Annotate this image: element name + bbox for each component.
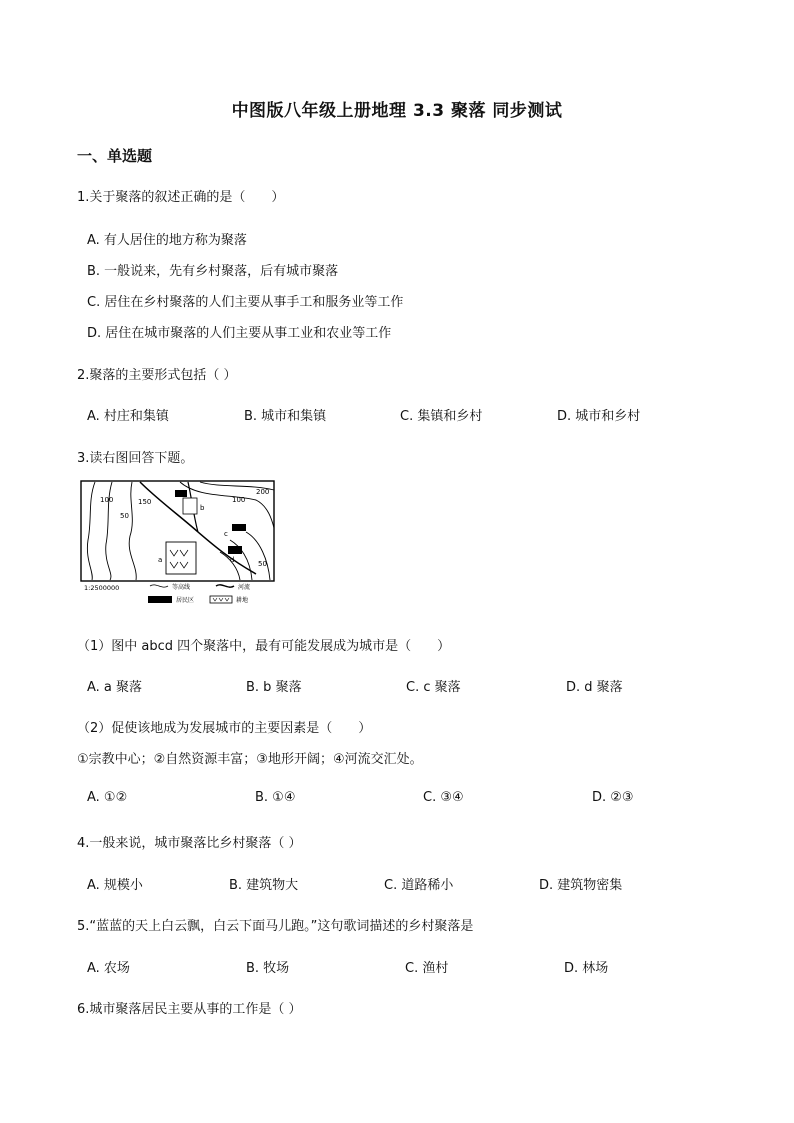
question-5-stem: 5.“蓝蓝的天上白云飘，白云下面马儿跑。”这句歌词描述的乡村聚落是 [77, 919, 474, 934]
question-2-option-b[interactable]: B. 城市和集镇 [244, 409, 327, 424]
settlement-label: d [230, 556, 235, 564]
question-3-1-option-d[interactable]: D. d 聚落 [566, 680, 623, 695]
settlement-label: b [200, 504, 205, 512]
question-1-stem: 1.关于聚落的叙述正确的是（ ） [77, 190, 285, 205]
question-2-stem: 2.聚落的主要形式包括（ ） [77, 368, 237, 383]
contour-label: 50 [120, 512, 129, 520]
page-title: 中图版八年级上册地理 3.3 聚落 同步测试 [231, 101, 563, 121]
legend-river: 河流 [238, 584, 251, 591]
question-5-option-a[interactable]: A. 农场 [87, 961, 130, 976]
question-4-option-c[interactable]: C. 道路稀小 [384, 878, 454, 893]
map-scale: 1:2500000 [84, 584, 120, 592]
question-3-1-option-c[interactable]: C. c 聚落 [406, 680, 461, 695]
question-4-option-b[interactable]: B. 建筑物大 [229, 878, 299, 893]
question-3-2-stem: （2）促使该地成为发展城市的主要因素是（ ） [77, 721, 372, 736]
question-1-option-a[interactable]: A. 有人居住的地方称为聚落 [87, 233, 247, 248]
topographic-map [80, 480, 276, 608]
section-heading: 一、单选题 [77, 147, 153, 165]
question-4-option-a[interactable]: A. 规模小 [87, 878, 143, 893]
question-2-option-d[interactable]: D. 城市和乡村 [557, 409, 641, 424]
question-3-2-option-d[interactable]: D. ②③ [592, 790, 634, 805]
question-3-1-stem: （1）图中 abcd 四个聚落中，最有可能发展成为城市是（ ） [77, 639, 451, 654]
question-3-2-factors: ①宗教中心；②自然资源丰富；③地形开阔；④河流交汇处。 [77, 752, 423, 767]
contour-label: 150 [138, 498, 152, 506]
legend-farmland: 耕地 [236, 597, 249, 604]
legend-contour: 等高线 [172, 584, 191, 591]
question-1-option-d[interactable]: D. 居住在城市聚落的人们主要从事工业和农业等工作 [87, 326, 392, 341]
question-1-option-c[interactable]: C. 居住在乡村聚落的人们主要从事手工和服务业等工作 [87, 295, 404, 310]
contour-label: 50 [258, 560, 267, 568]
legend-residential: 居民区 [176, 597, 195, 604]
question-3-2-option-a[interactable]: A. ①② [87, 790, 128, 805]
question-3-stem: 3.读右图回答下题。 [77, 451, 194, 466]
question-2-option-a[interactable]: A. 村庄和集镇 [87, 409, 169, 424]
settlement-label: c [224, 530, 228, 538]
contour-label: 100 [232, 496, 246, 504]
question-3-1-option-b[interactable]: B. b 聚落 [246, 680, 302, 695]
question-3-1-option-a[interactable]: A. a 聚落 [87, 680, 143, 695]
question-1-option-b[interactable]: B. 一般说来，先有乡村聚落，后有城市聚落 [87, 264, 339, 279]
question-3-2-option-c[interactable]: C. ③④ [423, 790, 464, 805]
question-5-option-d[interactable]: D. 林场 [564, 961, 609, 976]
question-5-option-b[interactable]: B. 牧场 [246, 961, 290, 976]
contour-label: 100 [100, 496, 114, 504]
contour-label: 200 [256, 488, 270, 496]
question-3-2-option-b[interactable]: B. ①④ [255, 790, 296, 805]
question-2-option-c[interactable]: C. 集镇和乡村 [400, 409, 483, 424]
question-6-stem: 6.城市聚落居民主要从事的工作是（ ） [77, 1002, 302, 1017]
question-4-option-d[interactable]: D. 建筑物密集 [539, 878, 623, 893]
question-4-stem: 4.一般来说，城市聚落比乡村聚落（ ） [77, 836, 302, 851]
question-5-option-c[interactable]: C. 渔村 [405, 961, 449, 976]
settlement-label: a [158, 556, 163, 564]
